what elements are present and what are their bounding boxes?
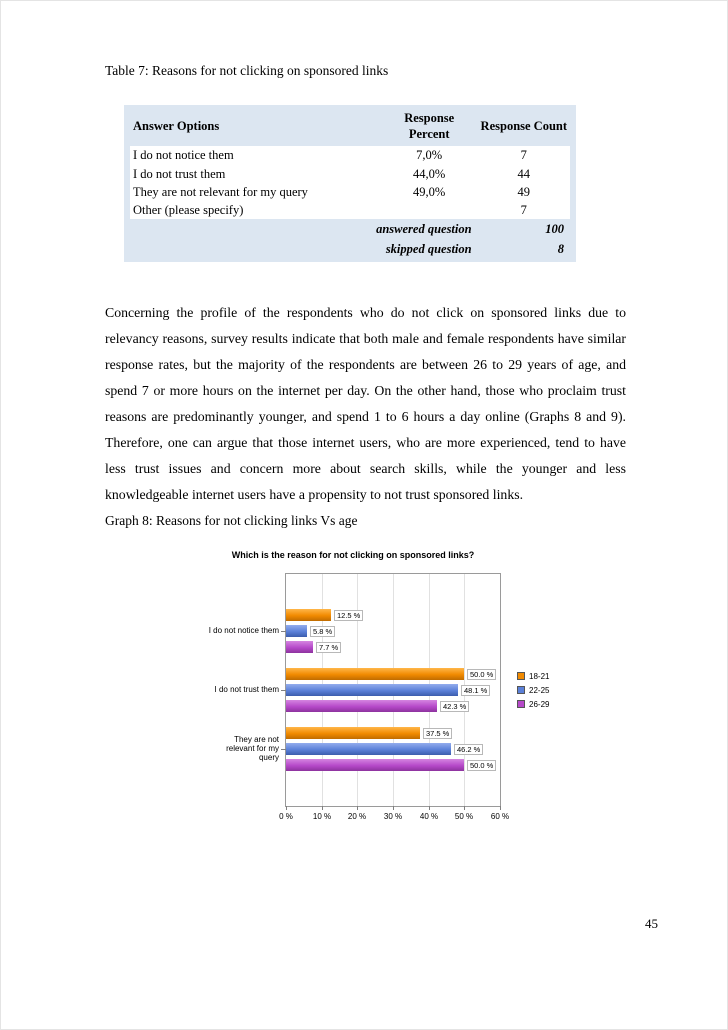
xtick [357,806,358,810]
bar-row [286,759,500,772]
chart-legend [517,672,549,709]
bar [286,625,307,637]
bar-value-label: 48.1 % [461,685,490,696]
xtick [322,806,323,810]
header-response-count: Response Count [478,107,570,146]
response-percent [381,201,478,219]
table-caption: Table 7: Reasons for not clicking on sponsored links [105,63,389,78]
summary-label: skipped question [130,239,478,259]
ytick [281,749,286,750]
bar [286,743,451,755]
bar-row [286,743,500,756]
chart-plot-area [279,573,510,821]
response-count: 44 [478,165,570,183]
answer-option: Other (please specify) [130,201,381,219]
xtick-label: 40 % [419,812,439,821]
xtick-label: 0 % [279,812,293,821]
answer-option: They are not relevant for my query [130,183,381,201]
legend-item [517,672,549,681]
bar-row [286,641,500,654]
bar-group [286,609,500,654]
page-number: 45 [645,916,658,931]
xtick [500,806,501,810]
xtick-label: 20 % [347,812,367,821]
summary-value: 8 [478,239,570,259]
legend-item [517,686,549,695]
bar-group [286,727,500,772]
category-label: I do not trust them [214,684,279,694]
xtick [286,806,287,810]
body-paragraph: Concerning the profile of the respondents who do not click on sponsored links due to relevancy reasons, survey results indicate that both male and female respondents have similar response rates, but the majority of the respondents are between 26 to 29 years of age, and spend 7 or more hours on the internet per day. On the other hand, those who proclaim trust reasons are predominantly younger, and spend 1 to 6 hours a day online (Graphs 8 and 9). Therefore, one can argue that those internet users, who are more experienced, tend to have less trust issues and concern more about search skills, while the younger and less knowledgeable internet users have a propensity to not trust sponsored links. [105,305,626,502]
bar [286,727,420,739]
graph-caption: Graph 8: Reasons for not clicking links Vs age [105,513,358,528]
response-percent: 44,0% [381,165,478,183]
xtick-label: 60 % [490,812,510,821]
legend-swatch [517,700,525,708]
response-count: 49 [478,183,570,201]
response-count: 7 [478,201,570,219]
response-percent: 49,0% [381,183,478,201]
table-row [130,165,570,183]
answer-option: I do not notice them [130,146,381,164]
bar-row [286,609,500,622]
table-row [130,146,570,164]
bar [286,700,437,712]
table-row [130,183,570,201]
legend-label: 26-29 [529,699,550,709]
legend-label: 18-21 [529,671,550,681]
xtick [464,806,465,810]
response-count: 7 [478,146,570,164]
chart-title: Which is the reason for not clicking on sponsored links? [231,550,475,560]
legend-swatch [517,686,525,694]
survey-table [124,105,576,262]
chart-category-axis [207,573,285,805]
summary-row [130,239,570,259]
bar-value-label: 50.0 % [467,669,496,680]
bar-row [286,668,500,681]
category-label: I do not notice them [208,625,279,635]
header-answer-options: Answer Options [130,107,381,146]
bar-value-label: 5.8 % [310,626,335,637]
bar-value-label: 50.0 % [467,760,496,771]
xtick [393,806,394,810]
bar [286,668,464,680]
bar-row [286,625,500,638]
bar-row [286,727,500,740]
header-response-percent: Response Percent [381,107,478,146]
bar-value-label: 12.5 % [334,610,363,621]
ytick [281,690,286,691]
answer-option: I do not trust them [130,165,381,183]
category-label: They are not relevant for my query [226,734,279,762]
bar-value-label: 37.5 % [423,728,452,739]
xtick-label: 30 % [383,812,403,821]
bar [286,609,331,621]
bar [286,759,464,771]
bar-value-label: 42.3 % [440,701,469,712]
bar [286,684,458,696]
summary-label: answered question [130,219,478,239]
table-row [130,201,570,219]
legend-label: 22-25 [529,685,550,695]
xtick [429,806,430,810]
bar-chart [207,550,550,821]
legend-item [517,700,549,709]
bar-group [286,668,500,713]
summary-value: 100 [478,219,570,239]
bar-row [286,684,500,697]
bar [286,641,313,653]
xtick-label: 10 % [312,812,332,821]
bar-value-label: 46.2 % [454,744,483,755]
bar-value-label: 7.7 % [316,642,341,653]
legend-swatch [517,672,525,680]
xtick-label: 50 % [454,812,474,821]
table-header-row [130,107,570,146]
summary-row [130,219,570,239]
response-percent: 7,0% [381,146,478,164]
chart-body [207,573,550,821]
ytick [281,631,286,632]
bar-row [286,700,500,713]
